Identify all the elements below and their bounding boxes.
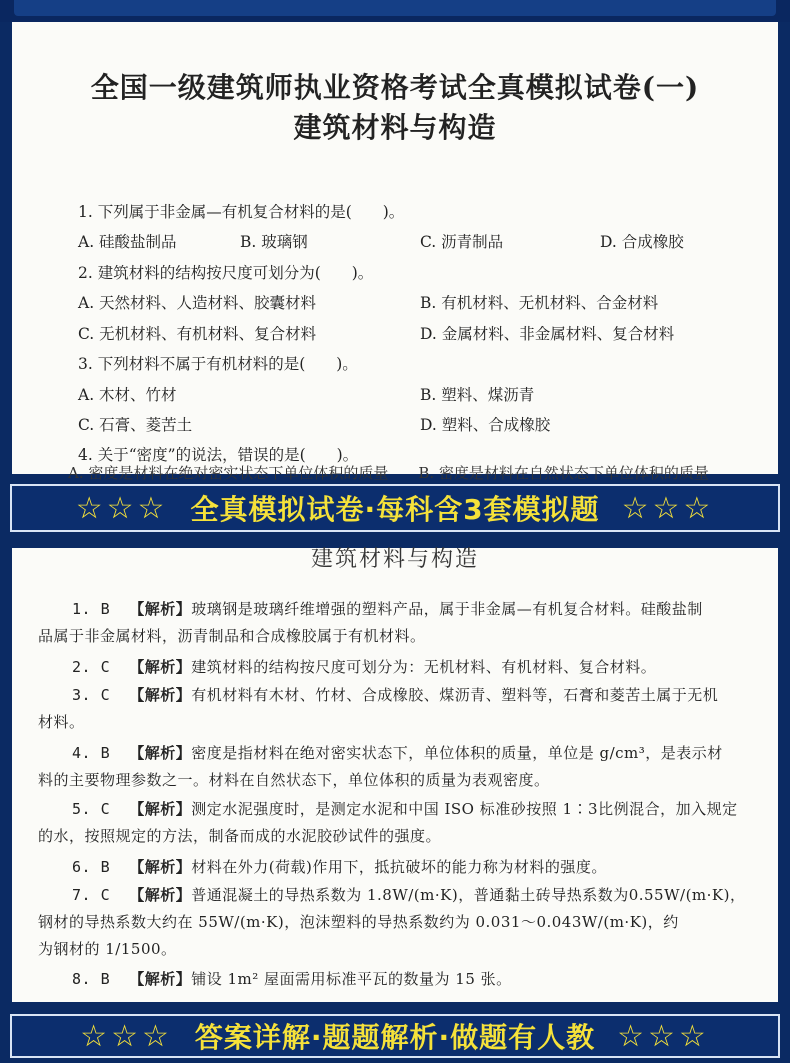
exam-title: 全国一级建筑师执业资格考试全真模拟试卷(一) — [90, 71, 700, 104]
question-3-stem: 3. 下列材料不属于有机材料的是( )。 — [78, 355, 358, 373]
promo-banner-bottom — [10, 1014, 780, 1058]
star-icon-group-right: ☆☆☆ — [621, 490, 715, 526]
question-2-option-d: D. 金属材料、非金属材料、复合材料 — [420, 325, 675, 343]
answer-7 — [38, 882, 758, 963]
analysis-tag: 【解析】 — [129, 886, 192, 904]
star-icon-group-right: ☆☆☆ — [617, 1018, 710, 1054]
analysis-tag: 【解析】 — [129, 686, 192, 704]
question-2-stem: 2. 建筑材料的结构按尺度可划分为( )。 — [78, 264, 374, 282]
answer-6 — [38, 854, 758, 881]
answer-text-cont: 为钢材的 1/1500。 — [38, 940, 177, 958]
answer-4 — [38, 740, 758, 794]
cut-off-line — [68, 464, 768, 482]
answer-number: 8. B — [72, 970, 111, 988]
analysis-tag: 【解析】 — [129, 858, 192, 876]
question-1-option-d: D. 合成橡胶 — [600, 233, 684, 251]
question-4-stem: 4. 关于“密度”的说法，错误的是( )。 — [78, 446, 359, 464]
answer-1 — [38, 596, 758, 650]
star-icon-group-left: ☆☆☆ — [80, 1018, 173, 1054]
exam-paper-sheet — [12, 22, 778, 482]
analysis-tag: 【解析】 — [129, 658, 192, 676]
question-1-option-a: A. 硅酸盐制品 — [78, 233, 177, 251]
answer-text: 铺设 1m² 屋面需用标准平瓦的数量为 15 张。 — [191, 970, 512, 988]
answer-text: 材料在外力(荷载)作用下，抵抗破坏的能力称为材料的强度。 — [191, 858, 607, 876]
question-2-option-a: A. 天然材料、人造材料、胶囊材料 — [78, 294, 317, 312]
answer-text-cont: 品属于非金属材料，沥青制品和合成橡胶属于有机材料。 — [38, 627, 426, 645]
answer-8 — [38, 966, 758, 993]
answer-text-cont: 钢材的导热系数大约在 55W/(m·K)，泡沫塑料的导热系数约为 0.031～0.043W/(m·K)，约 — [38, 913, 679, 931]
analysis-tag: 【解析】 — [129, 970, 192, 988]
answer-text: 玻璃钢是玻璃纤维增强的塑料产品，属于非金属—有机复合材料。硅酸盐制 — [191, 600, 703, 618]
answer-number: 7. C — [72, 886, 111, 904]
answer-text-cont: 材料。 — [38, 713, 85, 731]
top-border-inner — [14, 0, 776, 16]
question-3-option-a: A. 木材、竹材 — [78, 386, 177, 404]
answer-text: 密度是指材料在绝对密实状态下，单位体积的质量，单位是 g/cm³，是表示材 — [191, 744, 723, 762]
question-3-option-d: D. 塑料、合成橡胶 — [420, 416, 551, 434]
analysis-tag: 【解析】 — [129, 744, 192, 762]
answer-paper-sheet — [12, 548, 778, 1002]
top-border-strip — [0, 0, 790, 22]
answer-number: 4. B — [72, 744, 111, 762]
answer-3 — [38, 682, 758, 736]
question-3-option-c: C. 石膏、菱苦土 — [78, 416, 193, 434]
question-1-option-b: B. 玻璃钢 — [240, 233, 308, 251]
answer-text: 测定水泥强度时，是测定水泥和中国 ISO 标准砂按照 1∶3比例混合，加入规定 — [191, 800, 738, 818]
answer-text-cont: 的水，按照规定的方法，制备而成的水泥胶砂试件的强度。 — [38, 827, 442, 845]
promo-banner-top — [10, 484, 780, 532]
banner-top-text: 全真模拟试卷·每科含3套模拟题 — [190, 493, 600, 526]
question-3-option-b: B. 塑料、煤沥青 — [420, 386, 535, 404]
answer-text: 普通混凝土的导热系数为 1.8W/(m·K)，普通黏土砖导热系数为0.55W/(m·K)， — [191, 886, 746, 904]
answer-number: 3. C — [72, 686, 111, 704]
cut-off-text: A. 密度是材料在绝对密实状态下单位体积的质量 B. 密度是材料在自然状态下单位体积的质量 — [68, 464, 709, 482]
question-1-stem: 1. 下列属于非金属—有机复合材料的是( )。 — [78, 203, 405, 221]
answer-text: 建筑材料的结构按尺度可划分为：无机材料、有机材料、复合材料。 — [191, 658, 657, 676]
answer-text-cont: 料的主要物理参数之一。材料在自然状态下，单位体积的质量为表观密度。 — [38, 771, 550, 789]
answer-text: 有机材料有木材、竹材、合成橡胶、煤沥青、塑料等，石膏和菱苦土属于无机 — [191, 686, 719, 704]
analysis-tag: 【解析】 — [129, 800, 192, 818]
answer-number: 2. C — [72, 658, 111, 676]
answer-2 — [38, 654, 758, 681]
banner-bottom-text: 答案详解·题题解析·做题有人教 — [194, 1021, 596, 1054]
exam-subject: 建筑材料与构造 — [293, 111, 497, 144]
star-icon-group-left: ☆☆☆ — [75, 490, 169, 526]
answers-title: 建筑材料与构造 — [310, 547, 479, 572]
answer-number: 1. B — [72, 600, 111, 618]
question-2-option-b: B. 有机材料、无机材料、合金材料 — [420, 294, 659, 312]
question-2-option-c: C. 无机材料、有机材料、复合材料 — [78, 325, 317, 343]
answer-number: 6. B — [72, 858, 111, 876]
answer-5 — [38, 796, 758, 850]
question-1-option-c: C. 沥青制品 — [420, 233, 504, 251]
answer-number: 5. C — [72, 800, 111, 818]
analysis-tag: 【解析】 — [129, 600, 192, 618]
